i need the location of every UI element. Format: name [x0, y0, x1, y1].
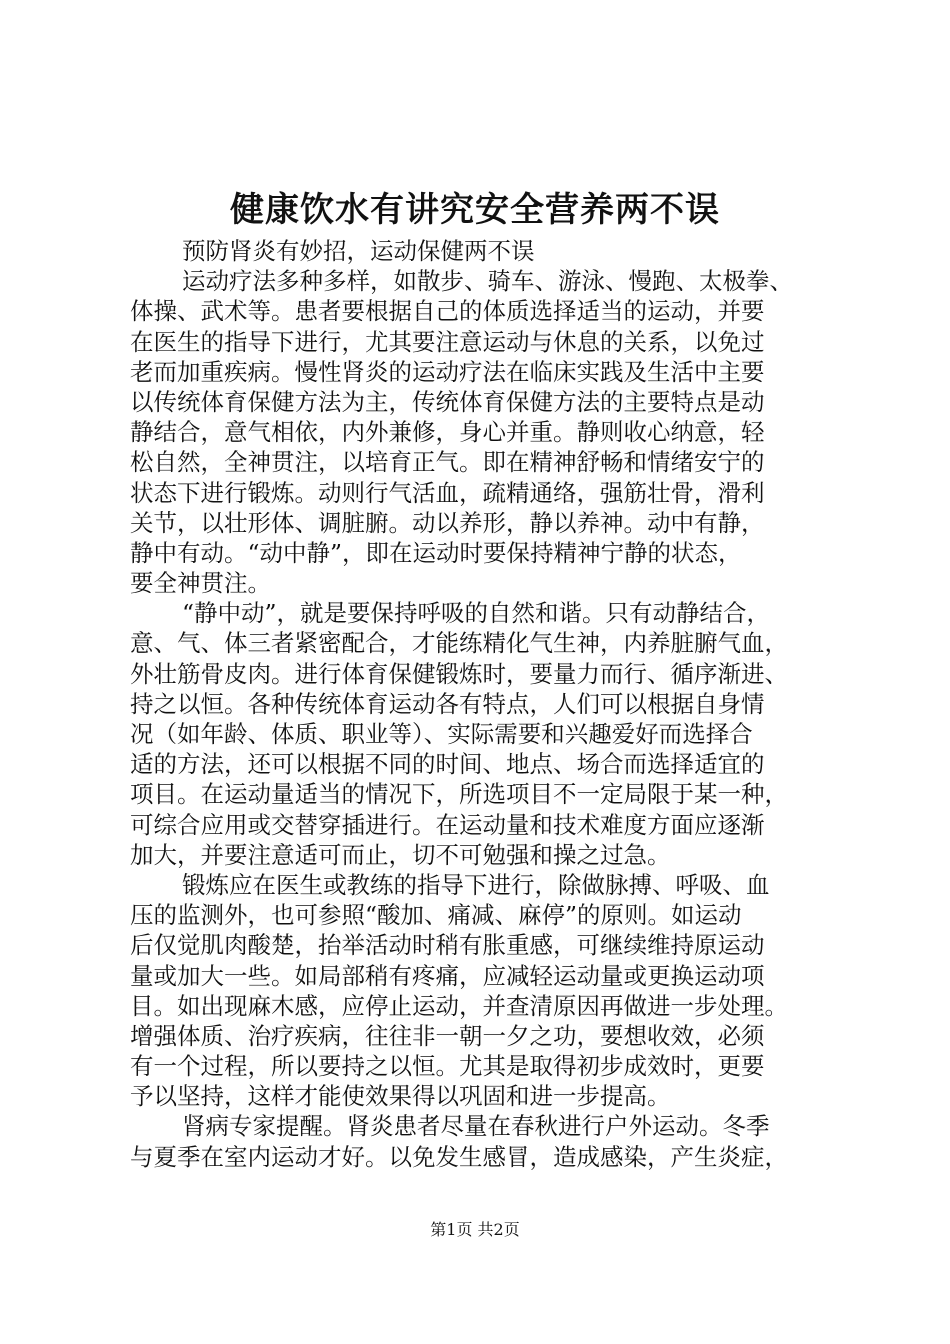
- text-line: 意、气、体三者紧密配合，才能练精化气生神，内养脏腑气血，: [130, 629, 788, 658]
- text-line: 与夏季在室内运动才好。以免发生感冒，造成感染，产生炎症，: [130, 1142, 788, 1171]
- text-line: 状态下进行锻炼。动则行气活血，疏精通络，强筋壮骨，滑利: [130, 478, 765, 507]
- text-line: “静中动”，就是要保持呼吸的自然和谐。只有动静结合，: [182, 599, 771, 628]
- text-line: 松自然，全神贯注，以培育正气。即在精神舒畅和情绪安宁的: [130, 448, 765, 477]
- text-line: 项目。在运动量适当的情况下，所选项目不一定局限于某一种，: [130, 780, 788, 809]
- text-line: 目。如出现麻木感，应停止运动，并查清原因再做进一步处理。: [130, 991, 788, 1020]
- text-line: 有一个过程，所以要持之以恒。尤其是取得初步成效时，更要: [130, 1052, 765, 1081]
- text-line: 老而加重疾病。慢性肾炎的运动疗法在临床实践及生活中主要: [130, 357, 765, 386]
- text-line: 肾病专家提醒。肾炎患者尽量在春秋进行户外运动。冬季: [182, 1112, 770, 1141]
- text-line: 在医生的指导下进行，尤其要注意运动与休息的关系，以免过: [130, 327, 765, 356]
- document-body: [130, 236, 850, 1172]
- text-line: 可综合应用或交替穿插进行。在运动量和技术难度方面应逐渐: [130, 810, 765, 839]
- text-line: 况（如年龄、体质、职业等）、实际需要和兴趣爱好而选择合: [130, 720, 753, 748]
- text-line: 以传统体育保健方法为主，传统体育保健方法的主要特点是动: [130, 387, 765, 416]
- text-line: 预防肾炎有妙招，运动保健两不误: [182, 237, 535, 265]
- text-line: 静结合，意气相依，内外兼修，身心并重。静则收心纳意，轻: [130, 418, 765, 447]
- text-line: 体操、武术等。患者要根据自己的体质选择适当的运动，并要: [130, 297, 765, 326]
- text-line: 适的方法，还可以根据不同的时间、地点、场合而选择适宜的: [130, 750, 765, 779]
- text-line: 静中有动。“动中静”，即在运动时要保持精神宁静的状态，: [130, 538, 742, 567]
- text-line: 压的监测外，也可参照“酸加、痛减、麻停”的原则。如运动: [130, 901, 742, 930]
- text-line: 加大，并要注意适可而止，切不可勉强和操之过急。: [130, 840, 671, 869]
- text-line: 运动疗法多种多样，如散步、骑车、游泳、慢跑、太极拳、: [182, 267, 793, 296]
- page-number-footer: 第1页 共2页: [430, 1220, 520, 1239]
- text-line: 量或加大一些。如局部稍有疼痛，应减轻运动量或更换运动项: [130, 961, 765, 990]
- text-line: 增强体质、治疗疾病，往往非一朝一夕之功，要想收效，必须: [130, 1021, 765, 1050]
- text-line: 持之以恒。各种传统体育运动各有特点，人们可以根据自身情: [130, 689, 765, 718]
- text-line: 锻炼应在医生或教练的指导下进行，除做脉搏、呼吸、血: [182, 870, 770, 899]
- text-line: 后仅觉肌肉酸楚，抬举活动时稍有胀重感，可继续维持原运动: [130, 931, 765, 960]
- text-line: 关节，以壮形体、调脏腑。动以养形，静以养神。动中有静，: [130, 508, 765, 537]
- text-line: 外壮筋骨皮肉。进行体育保健锻炼时，要量力而行、循序渐进、: [130, 659, 788, 688]
- text-line: 予以坚持，这样才能使效果得以巩固和进一步提高。: [130, 1082, 671, 1111]
- text-line: 要全神贯注。: [130, 569, 271, 598]
- document-title: 健康饮水有讲究安全营养两不误: [230, 190, 720, 230]
